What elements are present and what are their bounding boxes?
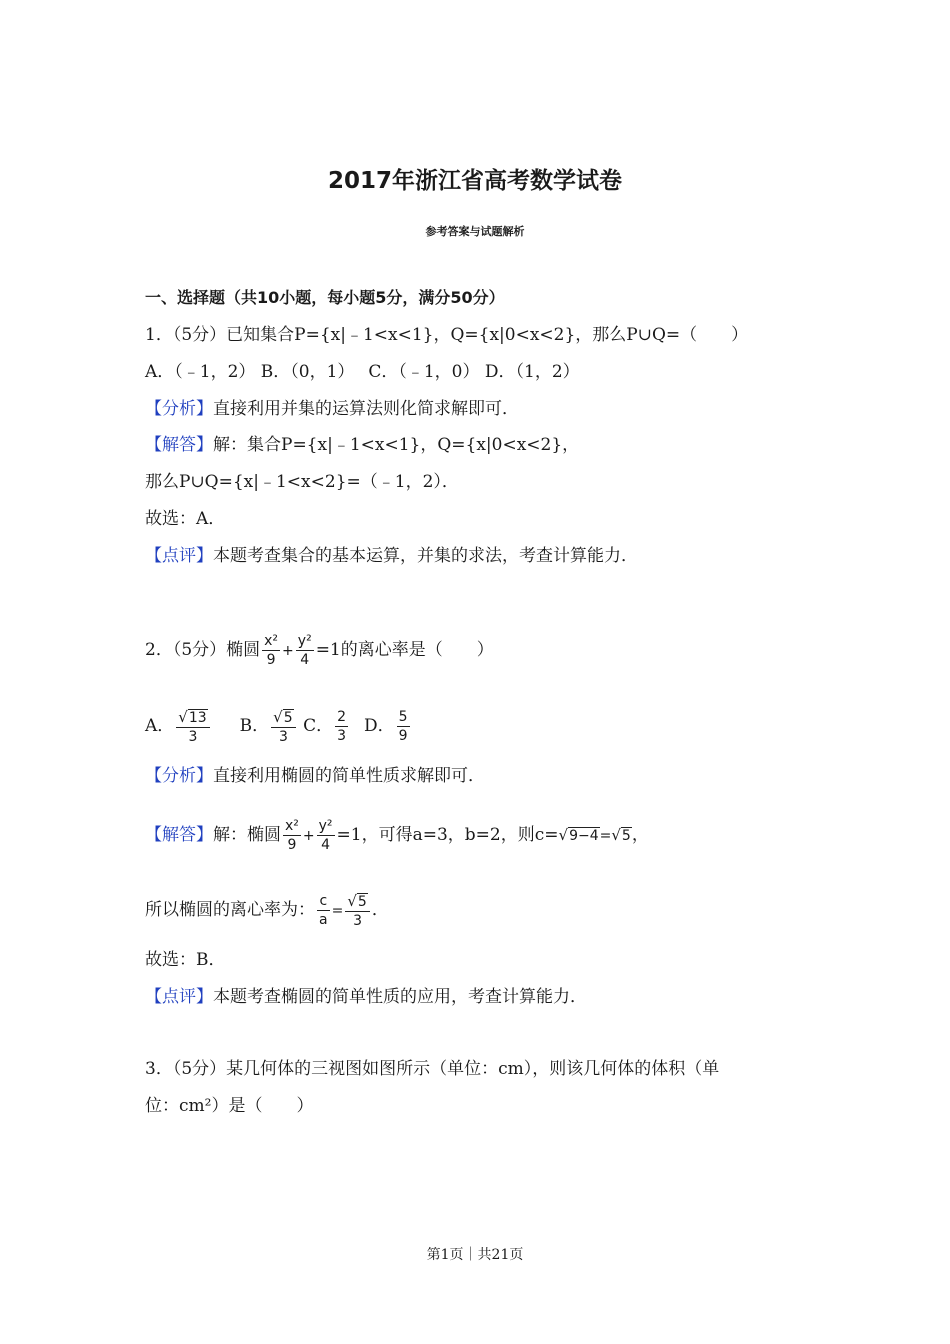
- fraction-x2-9: [262, 632, 280, 669]
- option-a-label: A．: [145, 716, 175, 736]
- q2-stem: [145, 630, 494, 671]
- q3-stem-line2: 位：cm²）是（ ）: [145, 1096, 314, 1116]
- q1-options: A．（﹣1，2） B．（0，1） C．（﹣1，0） D．（1，2）: [145, 362, 580, 382]
- fraction-x2-9: [283, 817, 301, 854]
- q1-answer-line2: 那么P∪Q={x|﹣1<x<2}=（﹣1，2）．: [145, 472, 459, 492]
- sqrt-5: √5: [611, 826, 631, 844]
- denominator: 4: [321, 837, 331, 853]
- numerator: 5: [398, 709, 408, 725]
- q1-answer: [145, 433, 579, 457]
- q1-choice: 故选：A．: [145, 509, 226, 529]
- option-d-value: [397, 708, 410, 745]
- fraction-sqrt5-3: $\frac{√5}{3}$: [345, 892, 369, 930]
- q2-options: [145, 704, 412, 748]
- answer-text: 解：集合P={x|﹣1<x<1}，Q={x|0<x<2}，: [213, 435, 580, 455]
- q1-comment: [145, 544, 638, 568]
- comment-tag: 【点评】: [145, 546, 213, 566]
- comment-tag: 【点评】: [145, 987, 213, 1007]
- numerator: x²: [285, 818, 299, 834]
- q2-stem-pre: 2．（5分）椭圆: [145, 640, 261, 660]
- section-heading: 一、选择题（共10小题，每小题5分，满分50分）: [145, 288, 505, 307]
- q2-answer: [145, 815, 649, 856]
- analysis-tag: 【分析】: [145, 399, 213, 419]
- option-c-label: C．: [303, 716, 334, 736]
- denominator: a: [319, 912, 328, 928]
- denominator: 9: [398, 728, 408, 744]
- fraction-c-a: [317, 892, 330, 929]
- answer-pre: 解：椭圆: [213, 825, 281, 845]
- plus-sign: +: [302, 827, 315, 844]
- option-d-label: D．: [364, 716, 395, 736]
- answer-tag: 【解答】: [145, 825, 213, 845]
- plus-sign: +: [282, 642, 294, 659]
- radicand: 5: [357, 893, 367, 910]
- ecc-end: ．: [371, 900, 389, 920]
- denominator: 3: [278, 728, 288, 745]
- radicand: 5: [283, 709, 293, 726]
- numerator: y²: [318, 818, 333, 834]
- q2-analysis: [145, 764, 485, 788]
- radicand: 9−4: [569, 828, 599, 844]
- option-b-label: B．: [239, 716, 270, 736]
- denominator: 3: [337, 728, 346, 744]
- radicand: 5: [621, 828, 631, 844]
- denominator: 4: [300, 652, 310, 668]
- sqrt-9-minus-4: √9−4: [558, 826, 599, 844]
- ecc-pre: 所以椭圆的离心率为：: [145, 900, 315, 920]
- q1-stem: 1．（5分）已知集合P={x|﹣1<x<1}，Q={x|0<x<2}，那么P∪Q=（ ）: [145, 325, 749, 345]
- answer-mid: =1，可得a=3，b=2，则c=: [336, 825, 559, 845]
- comment-text: 本题考查椭圆的简单性质的应用，考查计算能力．: [213, 987, 587, 1007]
- equals-sign: =: [331, 902, 344, 919]
- option-a-value: $\frac{√13}{3}$: [176, 708, 209, 746]
- numerator: y²: [297, 633, 312, 649]
- q2-eccentricity: [145, 888, 389, 933]
- numerator: c: [317, 892, 330, 911]
- option-b-value: $\frac{√5}{3}$: [271, 708, 295, 746]
- q3-stem-line1: 3．（5分）某几何体的三视图如图所示（单位：cm），则该几何体的体积（单: [145, 1059, 720, 1079]
- denominator: 9: [287, 837, 297, 853]
- page-subtitle: 参考答案与试题解析: [425, 225, 525, 238]
- equals-sign: =: [599, 827, 612, 844]
- comment-text: 本题考查集合的基本运算，并集的求法，考查计算能力．: [213, 546, 638, 566]
- numerator: x²: [264, 633, 279, 649]
- page-footer: 第1页｜共21页: [426, 1247, 524, 1263]
- denominator: 3: [353, 912, 363, 929]
- numerator: 2: [337, 709, 346, 725]
- answer-tag: 【解答】: [145, 435, 213, 455]
- denominator: 9: [266, 652, 276, 668]
- q2-choice: 故选：B．: [145, 950, 226, 970]
- fraction-y2-4: [317, 817, 335, 854]
- page-title: 2017年浙江省高考数学试卷: [327, 168, 622, 194]
- q2-stem-post: =1的离心率是（ ）: [315, 640, 494, 660]
- analysis-tag: 【分析】: [145, 766, 213, 786]
- option-c-value: [335, 708, 348, 745]
- analysis-text: 直接利用椭圆的简单性质求解即可．: [213, 766, 485, 786]
- denominator: 3: [188, 728, 198, 745]
- radicand: 13: [188, 709, 207, 726]
- q2-comment: [145, 985, 587, 1009]
- fraction-y2-4: [296, 632, 314, 669]
- q1-analysis: [145, 397, 519, 421]
- analysis-text: 直接利用并集的运算法则化简求解即可．: [213, 399, 519, 419]
- comma: ，: [631, 825, 649, 845]
